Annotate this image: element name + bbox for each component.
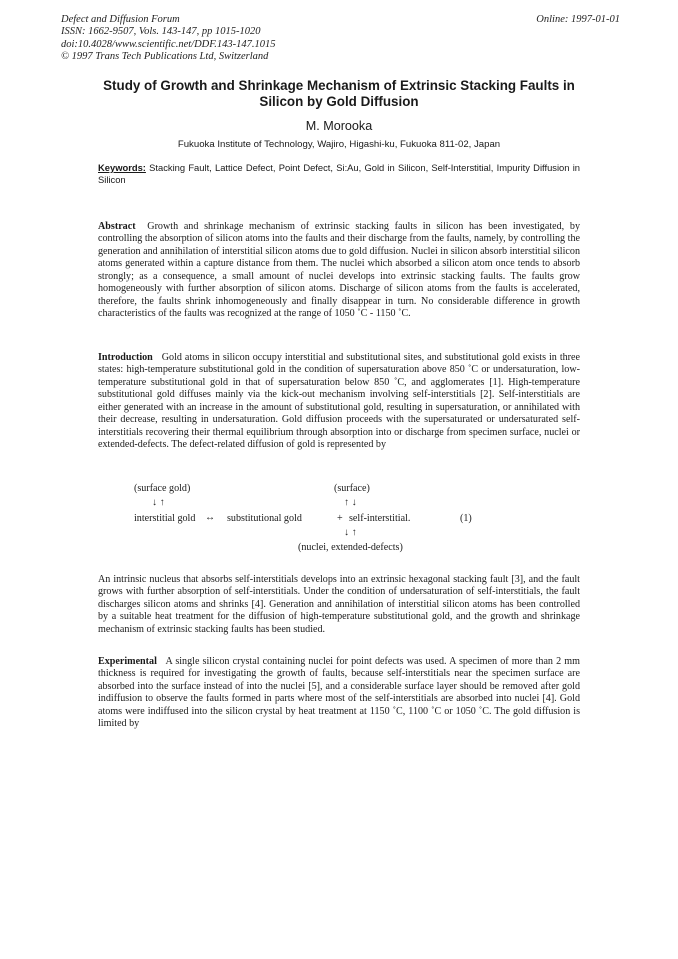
eq-plus: + xyxy=(337,513,343,524)
author-name: M. Morooka xyxy=(305,119,373,133)
eq-interstitial-gold: interstitial gold xyxy=(134,513,196,524)
issn-line: ISSN: 1662-9507, Vols. 143-147, pp 1015-1020 xyxy=(61,26,261,38)
abstract-text: Growth and shrinkage mechanism of extrinsic stacking faults in silicon has been investigated, by controlling the absorption of silicon atoms into the faults and their discharge from the faults, namely, by controlling the generation and annihilation of interstitial silicon atoms due to gold diffusion. Nuclei in silicon absorb interstitial silicon atoms generated within a capture distance from them. The nuclei which absorbed a silicon atom once tends to absorb strongly; as a consequence, a small amount of nuclei develops into extrinsic stacking faults. The faults grow homogeneously with further absorption of silicon atoms. Discharge of silicon atoms from the faults is accelerated, therefore, the faults shrink inhomogeneously and finally disappear in turn. No considerable difference in growth characteristics of the faults was recognized at the range of 1050 ˚C - 1150 ˚C. xyxy=(98,221,580,320)
experimental-text: A single silicon crystal containing nuclei for point defects was used. A specimen of more than 2 mm thickness is required for investigating the growth of faults, because self-interstitials near the specimen surface are absorbed into the surface instead of into the nuclei [5], and a considerable surface layer should be removed after gold indiffusion to observe the faults formed in parts where most of the self-interstitials are absorbed into nuclei [4]. Gold atoms were indiffused into the silicon crystal by heat treatment at 1150 ˚C, 1100 ˚C or 1050 ˚C. The gold diffusion is limited by xyxy=(98,656,580,730)
eq-reaction-arrow: ↔ xyxy=(205,512,216,523)
abstract-section xyxy=(98,221,580,321)
online-date: Online: 1997-01-01 xyxy=(536,14,620,25)
eq-self-interstitial: self-interstitial. xyxy=(349,513,411,524)
introduction-section xyxy=(98,352,580,452)
experimental-label: Experimental xyxy=(98,656,157,667)
abstract-label: Abstract xyxy=(98,221,136,232)
eq-surface-gold: (surface gold) xyxy=(134,483,191,494)
doi-link[interactable]: doi:10.4028/www.scientific.net/DDF.143-147.1015 xyxy=(61,38,276,50)
keywords-block xyxy=(98,162,580,187)
journal-name: Defect and Diffusion Forum xyxy=(61,14,180,25)
eq-arrows-bottom: ↓ ↑ xyxy=(344,527,357,538)
affiliation: Fukuoka Institute of Technology, Wajiro, Higashi-ku, Fukuoka 811-02, Japan xyxy=(177,139,501,150)
post-equation-text: An intrinsic nucleus that absorbs self-interstitials develops into an extrinsic hexagonal stacking fault [3], and the fault grows with further absorption of self-interstitials. Under the condition of undersaturation of self-interstitials, the fault discharges silicon atoms and shrinks [4]. Generation and annihilation of interstitial silicon atoms has been controlled by a suitable heat treatment for the diffusion of high-temperature substitutional gold, and the growth and shrinkage mechanism of extrinsic stacking faults has been studied. xyxy=(98,574,580,635)
paper-title: Study of Growth and Shrinkage Mechanism of Extrinsic Stacking Faults in Silicon by Gold Diffusion xyxy=(103,78,575,109)
introduction-text: Gold atoms in silicon occupy interstitial and substitutional sites, and substitutional gold exists in three states: high-temperature substitutional gold in the condition of supersaturation above 850 ˚C or undersaturation, low-temperature substitutional gold in that of supersaturation below 850 ˚C, and agglomerates [1]. High-temperature substitutional gold diffuses mainly via the kick-out mechanism involving self-interstitials [2]. Self-interstitials are either generated with an increase in the amount of substitutional gold, resulting in supersaturation, or annihilated with their decrease, resulting in undersaturation. Gold diffusion proceeds with the supersaturated or undersaturated self-interstitials recovering their thermal equilibrium through absorption into or discharge from specimen surface, nuclei or extended-defects. The defect-related diffusion of gold is represented by xyxy=(98,352,580,451)
journal-header xyxy=(61,14,276,64)
experimental-section xyxy=(98,656,580,731)
keywords-text: Stacking Fault, Lattice Defect, Point Defect, Si:Au, Gold in Silicon, Self-Interstitial, Impurity Diffusion in Silicon xyxy=(98,162,580,186)
eq-substitutional-gold: substitutional gold xyxy=(227,513,302,524)
post-equation-paragraph xyxy=(98,574,580,636)
eq-arrows-right: ↑ ↓ xyxy=(344,497,357,508)
eq-arrows-left: ↓ ↑ xyxy=(152,497,165,508)
keywords-label: Keywords: xyxy=(98,162,146,173)
equation-number: (1) xyxy=(460,513,472,524)
eq-surface: (surface) xyxy=(334,483,370,494)
eq-nuclei: (nuclei, extended-defects) xyxy=(298,542,403,553)
introduction-label: Introduction xyxy=(98,352,153,363)
copyright-line: © 1997 Trans Tech Publications Ltd, Switzerland xyxy=(61,51,269,63)
